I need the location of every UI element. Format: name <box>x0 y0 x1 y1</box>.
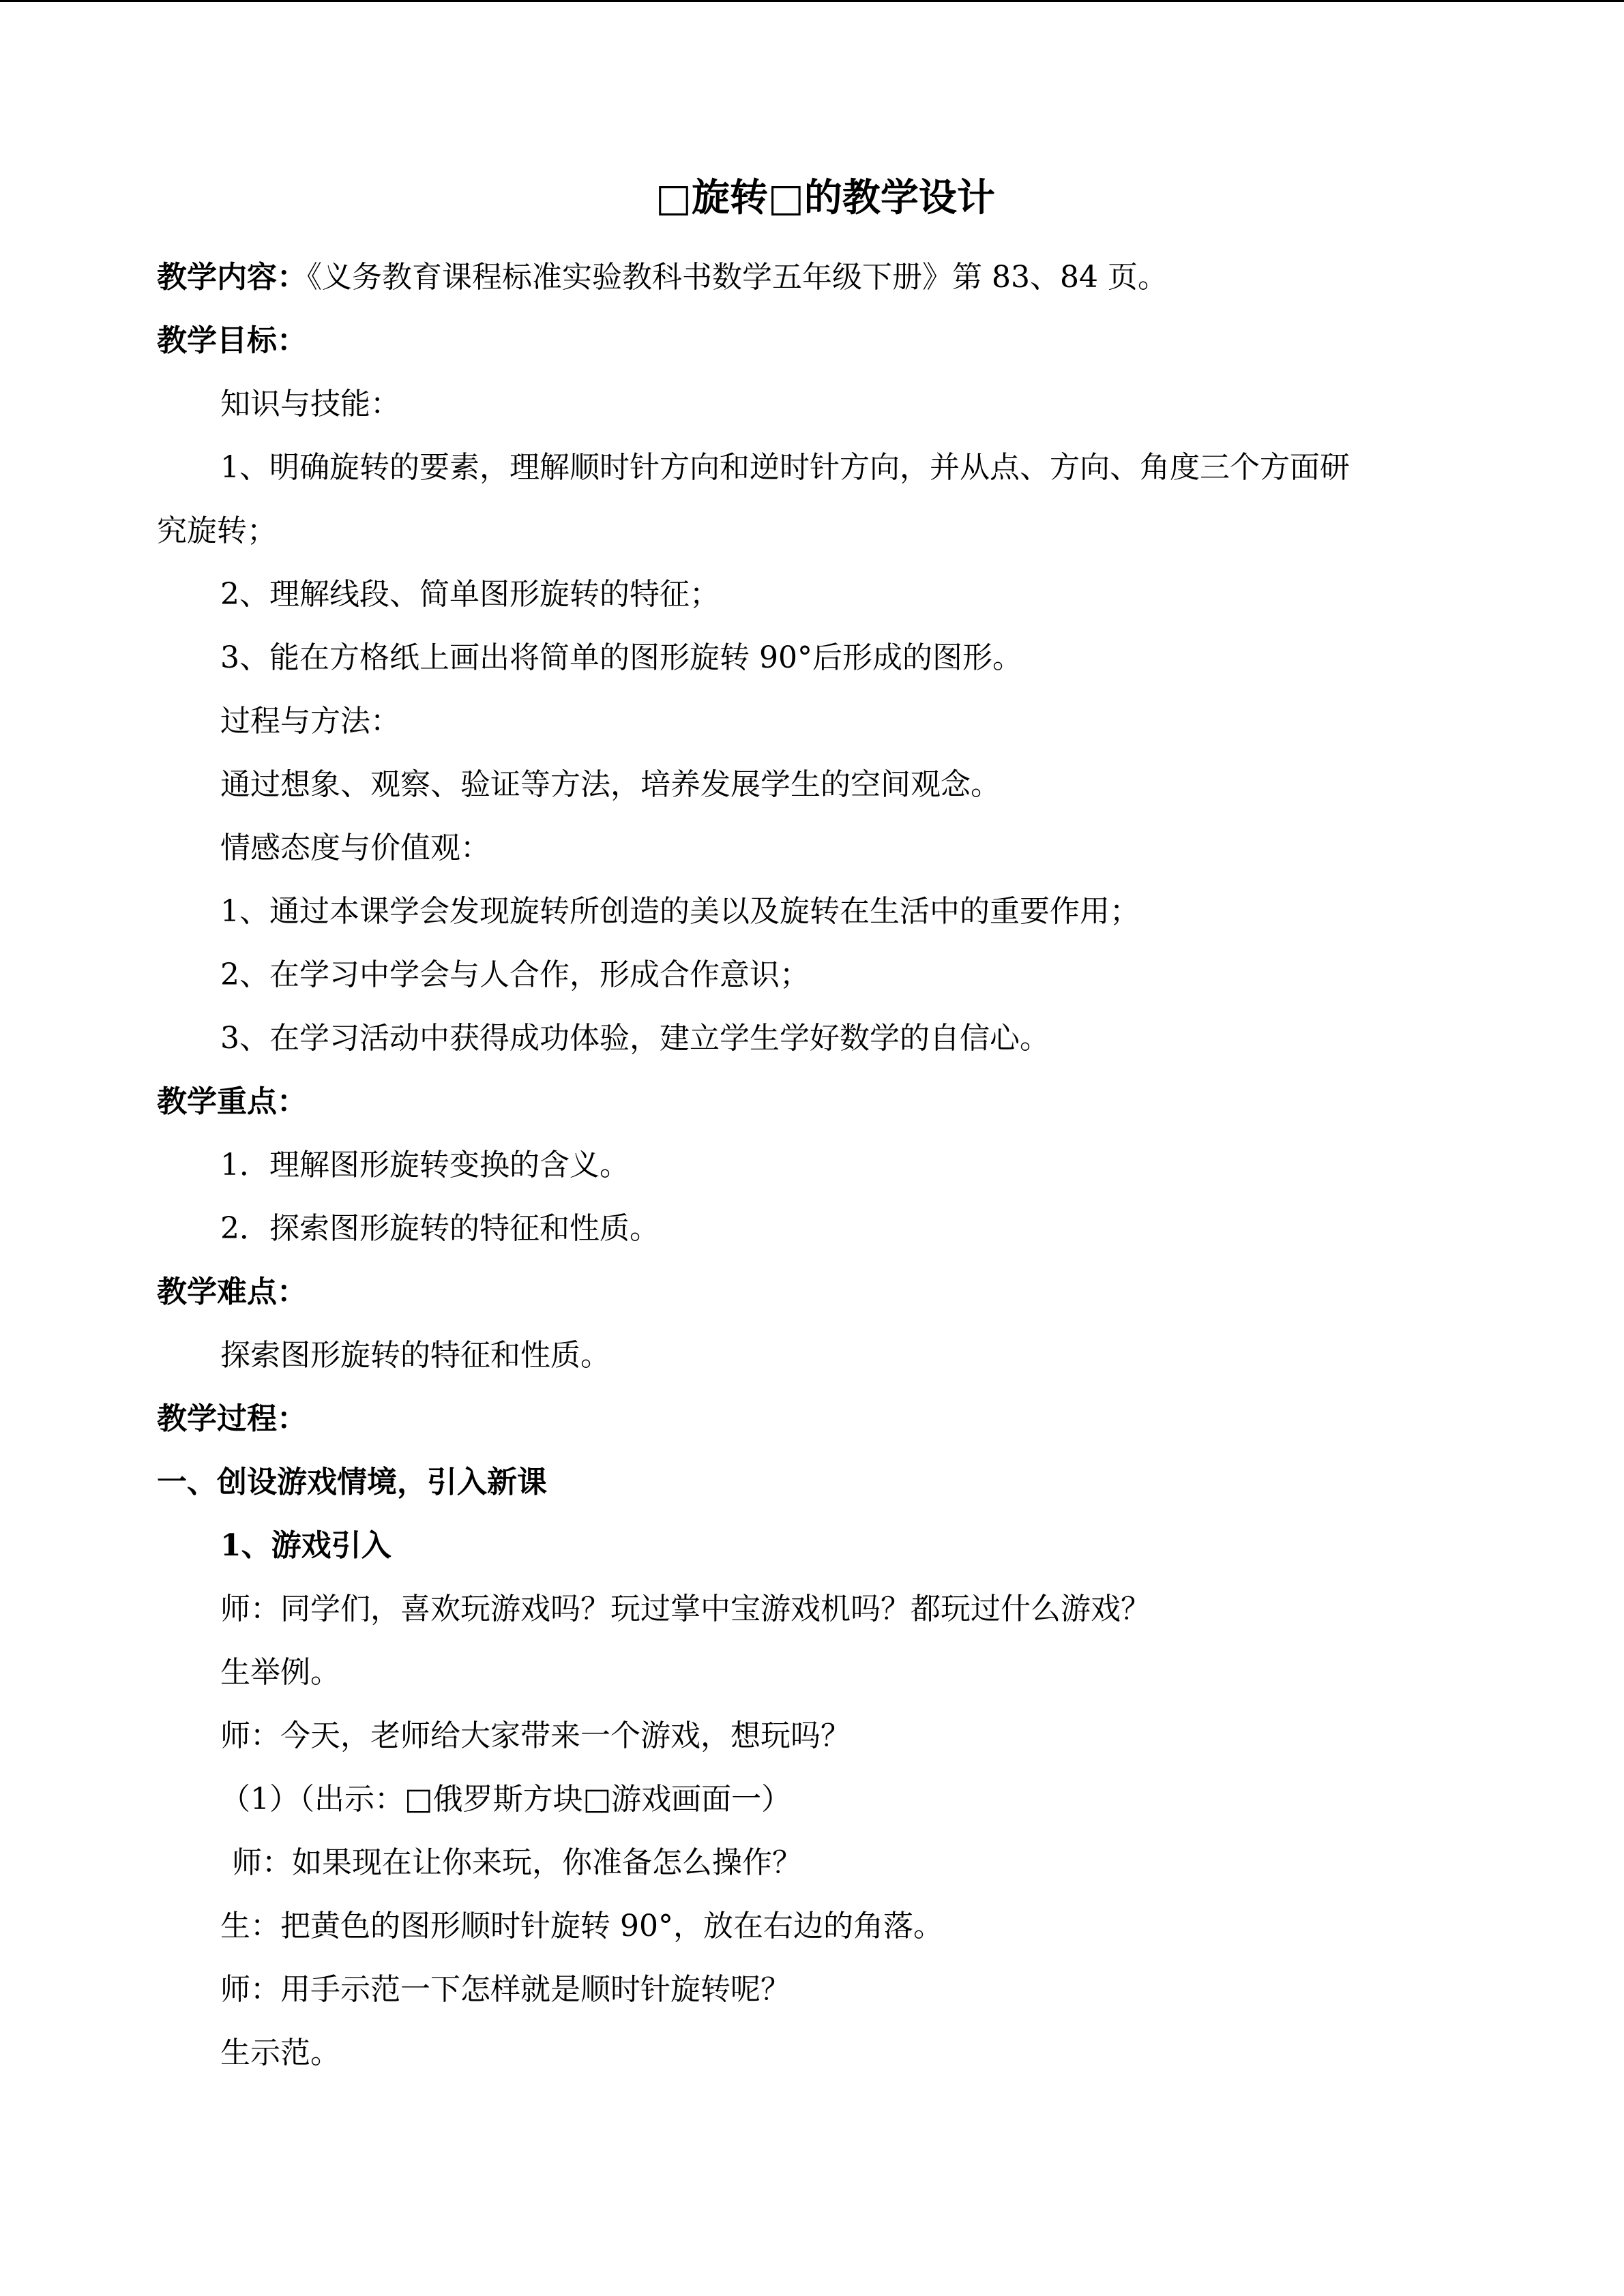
teaching-content-label: 教学内容： <box>157 260 307 295</box>
emotion-item-3: 3、在学习活动中获得成功体验，建立学生学好数学的自信心。 <box>220 1021 1050 1056</box>
teaching-difficulty-text: 探索图形旋转的特征和性质。 <box>220 1338 610 1373</box>
top-border-rule <box>0 0 1624 2</box>
emotion-item-2: 2、在学习中学会与人合作，形成合作意识； <box>220 957 810 992</box>
dialog-line-8: 生示范。 <box>220 2036 340 2070</box>
knowledge-item-3: 3、能在方格纸上画出将简单的图形旋转 90°后形成的图形。 <box>220 640 1022 675</box>
key-point-1: 1．理解图形旋转变换的含义。 <box>220 1148 630 1182</box>
dialog-line-4: （1）（出示：□俄罗斯方块□游戏画面一） <box>220 1782 792 1817</box>
knowledge-skills-heading: 知识与技能： <box>220 387 400 421</box>
teaching-procedure-label: 教学过程： <box>157 1401 307 1436</box>
emotion-item-1: 1、通过本课学会发现旋转所创造的美以及旋转在生活中的重要作用； <box>220 894 1140 929</box>
process-method-heading: 过程与方法： <box>220 704 400 739</box>
knowledge-item-1-line-2: 究旋转； <box>157 513 277 548</box>
subsection-1-heading: 1、游戏引入 <box>220 1528 392 1563</box>
teaching-content-text: 《义务教育课程标准实验教科书数学五年级下册》第 83、84 页。 <box>307 260 1168 295</box>
dialog-line-2: 生举例。 <box>220 1655 340 1690</box>
section-1-heading: 一、创设游戏情境，引入新课 <box>157 1465 547 1500</box>
teaching-goals-label: 教学目标： <box>157 323 307 358</box>
teaching-difficulty-label: 教学难点： <box>157 1274 307 1309</box>
process-method-text: 通过想象、观察、验证等方法，培养发展学生的空间观念。 <box>220 767 1001 802</box>
dialog-line-1: 师：同学们，喜欢玩游戏吗？玩过掌中宝游戏机吗？都玩过什么游戏？ <box>220 1592 1151 1626</box>
emotion-values-heading: 情感态度与价值观： <box>220 831 490 865</box>
teaching-content-line <box>157 245 1168 310</box>
dialog-line-7: 师：用手示范一下怎样就是顺时针旋转呢？ <box>220 1972 791 2007</box>
document-title: □旋转□的教学设计 <box>655 175 995 220</box>
teaching-key-points-label: 教学重点： <box>157 1084 307 1119</box>
knowledge-item-2: 2、理解线段、简单图形旋转的特征； <box>220 577 720 612</box>
dialog-line-5: 师：如果现在让你来玩，你准备怎么操作？ <box>232 1845 802 1880</box>
key-point-2: 2．探索图形旋转的特征和性质。 <box>220 1211 660 1246</box>
knowledge-item-1-line-1: 1、明确旋转的要素，理解顺时针方向和逆时针方向，并从点、方向、角度三个方面研 <box>220 450 1350 485</box>
dialog-line-3: 师：今天，老师给大家带来一个游戏，想玩吗？ <box>220 1718 851 1753</box>
dialog-line-6: 生：把黄色的图形顺时针旋转 90°，放在右边的角落。 <box>220 1909 943 1943</box>
